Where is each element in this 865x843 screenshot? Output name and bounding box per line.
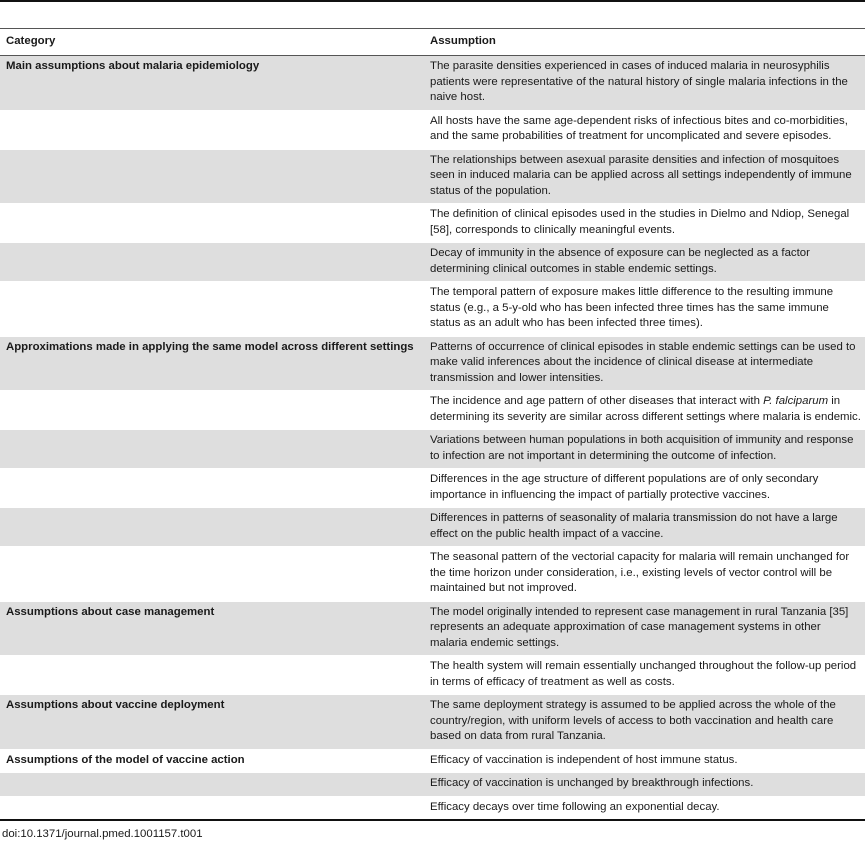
assumption-cell: Efficacy of vaccination is independent of host immune status. xyxy=(424,749,865,773)
category-column-header: Category xyxy=(0,29,424,56)
category-cell: Assumptions about vaccine deployment xyxy=(0,695,424,750)
category-cell xyxy=(0,547,424,602)
table-row xyxy=(0,656,865,695)
category-cell xyxy=(0,469,424,508)
table-row xyxy=(0,149,865,204)
table-row xyxy=(0,749,865,773)
table-row xyxy=(0,547,865,602)
table-row xyxy=(0,601,865,656)
category-cell xyxy=(0,243,424,282)
assumption-cell: Variations between human populations in both acquisition of immunity and response to infection are not important in determining the outcome of infection. xyxy=(424,430,865,469)
category-cell: Approximations made in applying the same model across different settings xyxy=(0,336,424,391)
assumption-cell: Decay of immunity in the absence of exposure can be neglected as a factor determining clinical outcomes in stable endemic settings. xyxy=(424,243,865,282)
table-body xyxy=(0,56,865,820)
category-cell xyxy=(0,282,424,337)
assumption-cell: The parasite densities experienced in cases of induced malaria in neurosyphilis patients were representative of the natural history of single malaria infections in the naive host. xyxy=(424,56,865,111)
category-cell xyxy=(0,110,424,149)
category-cell xyxy=(0,204,424,243)
assumption-cell: The relationships between asexual parasite densities and infection of mosquitoes seen in induced malaria can be applied across all settings independently of immune status of the population. xyxy=(424,149,865,204)
category-cell xyxy=(0,773,424,797)
table-row xyxy=(0,56,865,111)
table-row xyxy=(0,243,865,282)
category-cell xyxy=(0,796,424,819)
assumption-column-header: Assumption xyxy=(424,29,865,56)
assumption-cell: The definition of clinical episodes used in the studies in Dielmo and Ndiop, Senegal [58], corresponds to clinically meaningful events. xyxy=(424,204,865,243)
category-cell xyxy=(0,508,424,547)
assumption-cell: The model originally intended to represent case management in rural Tanzania [35] represents an adequate approximation of case management systems in other malaria endemic settings. xyxy=(424,601,865,656)
doi-label: doi:10.1371/journal.pmed.1001157.t001 xyxy=(2,828,203,840)
category-cell xyxy=(0,391,424,430)
table-row xyxy=(0,695,865,750)
assumption-text-part: The incidence and age pattern of other diseases that interact with xyxy=(430,395,764,407)
assumption-cell xyxy=(424,391,865,430)
table-row xyxy=(0,391,865,430)
assumption-cell: Patterns of occurrence of clinical episodes in stable endemic settings can be used to make valid inferences about the incidence of clinical disease at intermediate transmission and lower intensities. xyxy=(424,336,865,391)
table-row xyxy=(0,430,865,469)
table-row xyxy=(0,773,865,797)
table-row xyxy=(0,204,865,243)
species-name-italic: P. falciparum xyxy=(763,395,829,407)
category-cell xyxy=(0,656,424,695)
table-row xyxy=(0,796,865,819)
category-cell: Assumptions about case management xyxy=(0,601,424,656)
assumption-cell: The seasonal pattern of the vectorial capacity for malaria will remain unchanged for the time horizon under consideration, i.e., existing levels of vector control will be maintained but not improved. xyxy=(424,547,865,602)
category-cell: Main assumptions about malaria epidemiology xyxy=(0,56,424,111)
assumption-cell: Efficacy of vaccination is unchanged by breakthrough infections. xyxy=(424,773,865,797)
table-caption-space xyxy=(0,2,865,28)
assumption-cell: All hosts have the same age-dependent risks of infectious bites and co-morbidities, and the same probabilities of treatment for uncomplicated and severe episodes. xyxy=(424,110,865,149)
table-header-row xyxy=(0,29,865,56)
table-row xyxy=(0,282,865,337)
assumptions-table xyxy=(0,29,865,819)
category-cell xyxy=(0,149,424,204)
table-row xyxy=(0,110,865,149)
table-row xyxy=(0,336,865,391)
assumption-cell: Efficacy decays over time following an exponential decay. xyxy=(430,800,720,813)
assumption-cell: Differences in patterns of seasonality of malaria transmission do not have a large effect on the public health impact of a vaccine. xyxy=(424,508,865,547)
assumption-text-part: in determining its severity are similar across different settings where malaria is endemic. xyxy=(430,395,861,423)
category-cell: Assumptions of the model of vaccine action xyxy=(0,749,424,773)
assumption-cell: The temporal pattern of exposure makes little difference to the resulting immune status (e.g., a 5-y-old who has been infected three times has the same immune status as an adult who has been infected three times). xyxy=(424,282,865,337)
assumption-cell: The health system will remain essentially unchanged throughout the follow-up period in terms of efficacy of treatment as well as costs. xyxy=(424,656,865,695)
table-row xyxy=(0,469,865,508)
category-cell xyxy=(0,430,424,469)
assumption-cell: The same deployment strategy is assumed to be applied across the whole of the country/region, with uniform levels of access to both vaccination and health care based on data from rural Tanzania. xyxy=(424,695,865,750)
table-row xyxy=(0,508,865,547)
assumption-cell: Differences in the age structure of different populations are of only secondary importance in influencing the impact of partially protective vaccines. xyxy=(424,469,865,508)
